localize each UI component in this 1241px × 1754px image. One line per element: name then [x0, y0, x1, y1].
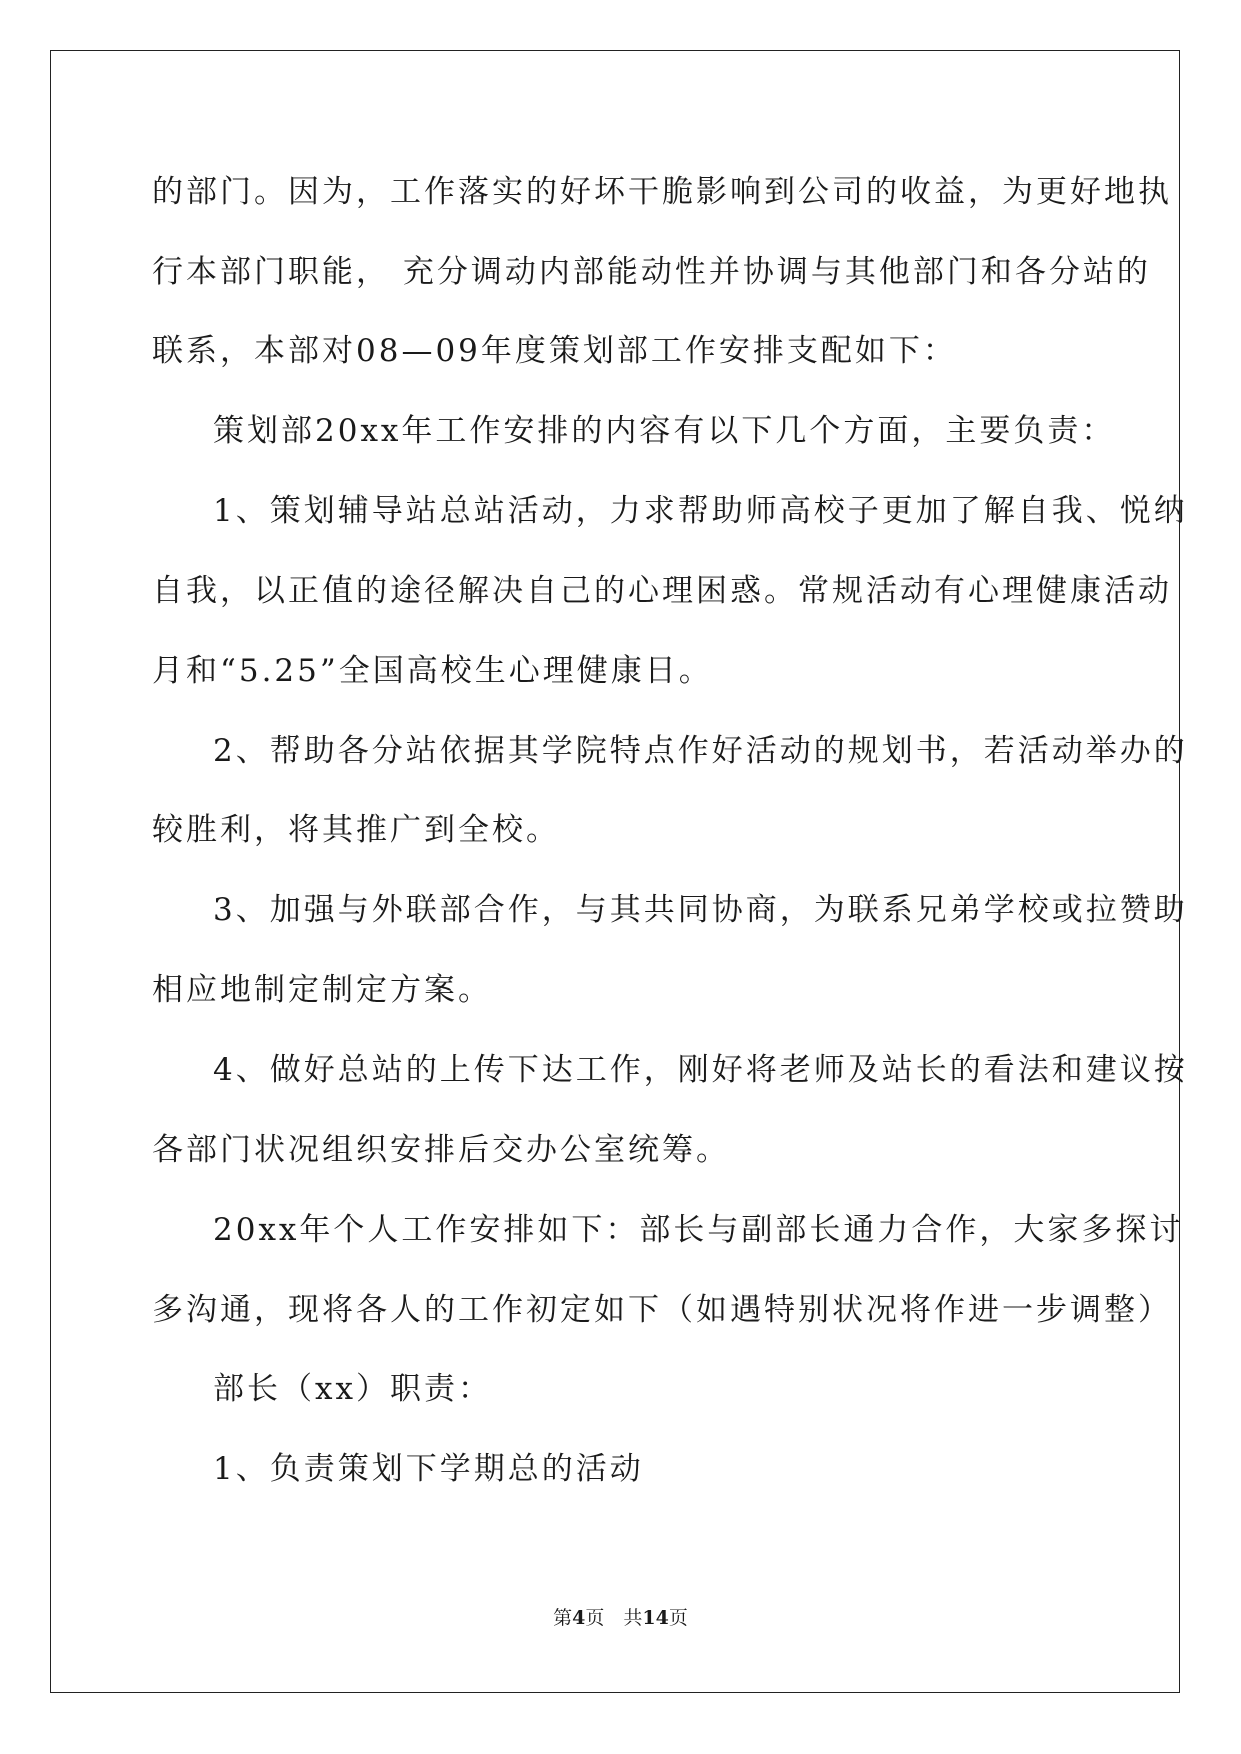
page-border [50, 50, 1180, 1693]
paragraph-line: 联系，本部对08—09年度策划部工作安排支配如下： [152, 333, 957, 369]
paragraph-line: 行本部门职能， 充分调动内部能动性并协调与其他部门和各分站的 [152, 254, 1151, 290]
footer-suffix: 页 [668, 1607, 688, 1629]
paragraph-line: 各部门状况组织安排后交办公室统筹。 [152, 1132, 730, 1168]
paragraph-line: 月和“5.25”全国高校生心理健康日。 [152, 653, 713, 689]
paragraph-line: 部长（xx）职责： [213, 1371, 492, 1407]
page-footer [0, 1603, 1241, 1630]
footer-mid: 页 共 [585, 1607, 643, 1629]
paragraph-line: 2、帮助各分站依据其学院特点作好活动的规划书，若活动举办的 [213, 733, 1188, 769]
paragraph-line: 1、负责策划下学期总的活动 [213, 1451, 644, 1487]
paragraph-line: 相应地制定制定方案。 [152, 972, 492, 1008]
paragraph-line: 自我，以正值的途径解决自己的心理困惑。常规活动有心理健康活动 [152, 573, 1172, 609]
current-page-number: 4 [572, 1607, 586, 1629]
paragraph-line: 较胜利，将其推广到全校。 [152, 812, 560, 848]
paragraph-line: 策划部20xx年工作安排的内容有以下几个方面，主要负责： [213, 413, 1116, 449]
paragraph-line: 3、加强与外联部合作，与其共同协商，为联系兄弟学校或拉赞助 [213, 892, 1188, 928]
total-page-number: 14 [642, 1607, 669, 1629]
paragraph-line: 的部门。因为，工作落实的好坏干脆影响到公司的收益，为更好地执 [152, 174, 1172, 210]
paragraph-line: 1、策划辅导站总站活动，力求帮助师高校子更加了解自我、悦纳 [213, 493, 1188, 529]
paragraph-line: 多沟通，现将各人的工作初定如下（如遇特别状况将作进一步调整） [152, 1292, 1172, 1328]
paragraph-line: 20xx年个人工作安排如下：部长与副部长通力合作，大家多探讨 [213, 1212, 1184, 1248]
footer-prefix: 第 [553, 1607, 573, 1629]
paragraph-line: 4、做好总站的上传下达工作，刚好将老师及站长的看法和建议按 [213, 1052, 1188, 1088]
